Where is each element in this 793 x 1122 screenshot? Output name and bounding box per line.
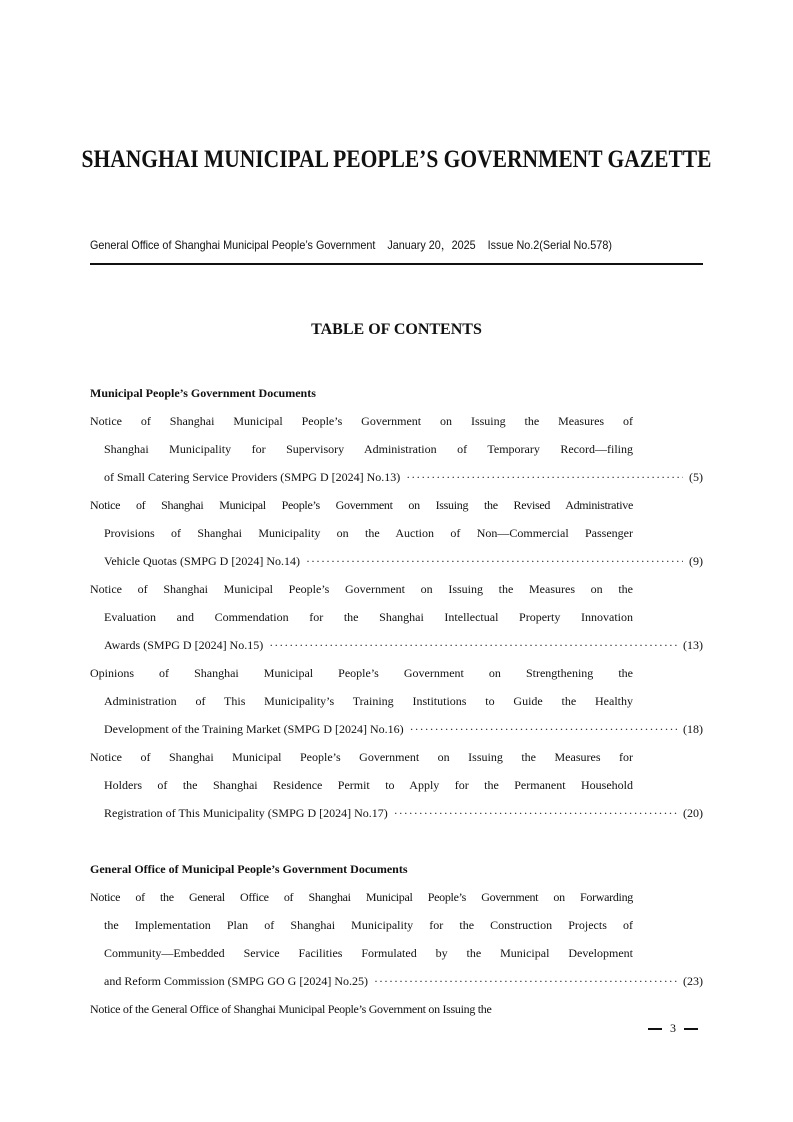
entry-last-line — [90, 967, 703, 995]
toc-title: TABLE OF CONTENTS — [311, 321, 482, 338]
entry-text: Development of the Training Market (SMPG D [2024] No.16) — [104, 722, 404, 736]
entry-text: and Reform Commission (SMPG GO G [2024] No.25) — [104, 974, 368, 988]
section-heading: Municipal People’s Government Documents — [90, 386, 316, 400]
entry-text: of Small Catering Service Providers (SMPG D [2024] No.13) — [104, 470, 401, 484]
dash-right — [684, 1028, 698, 1030]
dash-left — [648, 1028, 662, 1030]
section-heading: General Office of Municipal People’s Government Documents — [90, 862, 408, 876]
toc-entry[interactable] — [90, 743, 703, 827]
entry-last-line — [90, 715, 703, 743]
entry-line: Evaluation and Commendation for the Shanghai Intellectual Property Innovation — [104, 610, 633, 624]
dot-leader — [269, 631, 677, 659]
entry-text: Registration of This Municipality (SMPG D [2024] No.17) — [104, 806, 388, 820]
publisher: General Office of Shanghai Municipal People’s Government — [90, 238, 376, 252]
page-number-text: 3 — [670, 1021, 676, 1035]
entry-line: Community—Embedded Service Facilities Formulated by the Municipal Development — [104, 946, 633, 960]
entry-line: Shanghai Municipality for Supervisory Administration of Temporary Record—filing — [104, 442, 633, 456]
page-number — [640, 1021, 700, 1036]
page-ref: (5) — [689, 470, 703, 484]
masthead — [90, 236, 642, 253]
page-ref: (13) — [683, 638, 703, 652]
page-ref: (9) — [689, 554, 703, 568]
entry-line: the Implementation Plan of Shanghai Municipality for the Construction Projects of — [104, 918, 633, 932]
toc-entry[interactable] — [90, 995, 703, 1023]
dot-leader — [374, 967, 677, 995]
dot-leader — [394, 799, 677, 827]
entry-line: Notice of the General Office of Shanghai Municipal People’s Government on Forwarding — [90, 890, 633, 904]
entry-text: Awards (SMPG D [2024] No.15) — [104, 638, 264, 652]
entry-line: Notice of the General Office of Shanghai Municipal People’s Government on Issuing the — [90, 1002, 492, 1016]
entry-line: Notice of Shanghai Municipal People’s Government on Issuing the Revised Administrative — [90, 498, 633, 512]
entry-line: Opinions of Shanghai Municipal People’s Government on Strengthening the — [90, 666, 633, 680]
entry-line: Notice of Shanghai Municipal People’s Government on Issuing the Measures for — [90, 750, 633, 764]
entry-text: Vehicle Quotas (SMPG D [2024] No.14) — [104, 554, 300, 568]
page-ref: (23) — [683, 974, 703, 988]
page-ref: (20) — [683, 806, 703, 820]
page-ref: (18) — [683, 722, 703, 736]
entry-last-line — [90, 547, 703, 575]
entry-last-line — [90, 631, 703, 659]
header-rule — [90, 263, 703, 265]
entry-line: Notice of Shanghai Municipal People’s Government on Issuing the Measures of — [90, 414, 633, 428]
toc-entry[interactable] — [90, 883, 703, 995]
dot-leader — [410, 715, 677, 743]
toc-entry[interactable] — [90, 575, 703, 659]
dot-leader — [406, 463, 683, 491]
gazette-title: SHANGHAI MUNICIPAL PEOPLE’S GOVERNMENT GAZETTE — [81, 146, 712, 173]
dot-leader — [306, 547, 683, 575]
entry-line: Administration of This Municipality’s Training Institutions to Guide the Healthy — [104, 694, 633, 708]
toc-entry[interactable] — [90, 659, 703, 743]
issue-date: January 20，2025 — [387, 238, 476, 252]
toc-entry[interactable] — [90, 491, 703, 575]
issue-number: Issue No.2(Serial No.578) — [487, 238, 612, 252]
entry-last-line — [90, 463, 703, 491]
toc-section-general-office — [90, 855, 703, 1023]
entry-line: Provisions of Shanghai Municipality on the Auction of Non—Commercial Passenger — [104, 526, 633, 540]
entry-line: Notice of Shanghai Municipal People’s Government on Issuing the Measures on the — [90, 582, 633, 596]
entry-last-line — [90, 799, 703, 827]
entry-line: Holders of the Shanghai Residence Permit to Apply for the Permanent Household — [104, 778, 633, 792]
toc-section-municipal — [90, 379, 703, 827]
toc-entry[interactable] — [90, 407, 703, 491]
